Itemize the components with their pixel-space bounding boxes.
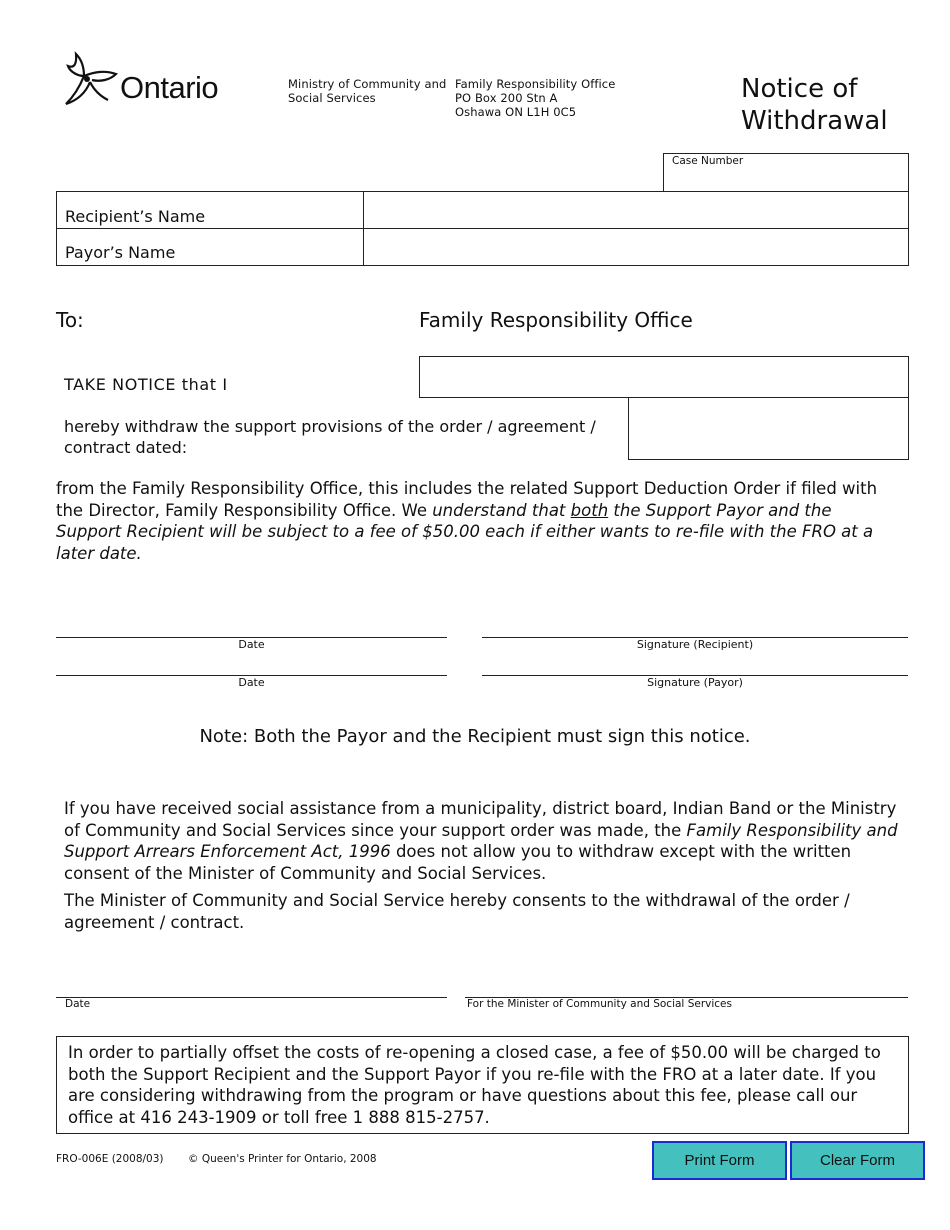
order-date-box bbox=[628, 397, 909, 460]
case-number-label: Case Number bbox=[672, 155, 744, 167]
minister-date-caption: Date bbox=[65, 998, 91, 1010]
take-notice-text: TAKE NOTICE that I bbox=[64, 375, 228, 394]
fee-notice-box bbox=[56, 1036, 909, 1134]
withdrawal-body: from the Family Responsibility Office, this includes the related Support Deduction Order if filed with the Director, Family Responsibility Office. We understand that both the Support Payor and the Support Recipient will be subject to a fee of $50.00 each if either wants to re-file with the FRO at a later date. bbox=[56, 479, 878, 563]
payor-name-input[interactable] bbox=[365, 230, 907, 264]
fee-notice-text: In order to partially offset the costs of re-opening a closed case, a fee of $50.00 will be charged to both the Support Recipient and the Support Payor if you re-file with the FRO at a later date. If you are considering withdrawing from the program or have questions about this fee, please call our office at 416 243-1909 or toll free 1 888 815-2757. bbox=[68, 1043, 881, 1127]
minister-consent-paragraph: The Minister of Community and Social Service hereby consents to the withdrawal of the order / agreement / contract. bbox=[64, 891, 850, 932]
date-caption-2: Date bbox=[238, 676, 265, 689]
declarant-name-box bbox=[419, 356, 909, 398]
form-title: Notice of Withdrawal bbox=[741, 74, 888, 136]
to-label: To: bbox=[56, 308, 84, 332]
names-table bbox=[56, 191, 909, 266]
logo-wordmark: Ontario bbox=[120, 70, 219, 105]
signing-note: Note: Both the Payor and the Recipient must sign this notice. bbox=[199, 726, 751, 747]
withdraw-text: hereby withdraw the support provisions of the order / agreement / contract dated: bbox=[64, 417, 596, 457]
payor-signature-caption: Signature (Payor) bbox=[647, 676, 743, 689]
recipient-name-input[interactable] bbox=[365, 193, 907, 227]
copyright: © Queen's Printer for Ontario, 2008 bbox=[188, 1153, 377, 1165]
assistance-paragraph: If you have received social assistance from a municipality, district board, Indian Band or the Ministry of Community and Social Services since your support order was made, the Family Responsibility and Support Arrears Enforcement Act, 1996 does not allow you to withdraw except with the written consent of the Minister of Community and Social Services. bbox=[64, 799, 898, 883]
case-number-box bbox=[663, 153, 909, 192]
ministry-name: Ministry of Community and Social Services bbox=[288, 77, 447, 105]
order-date-input[interactable] bbox=[629, 398, 908, 459]
date-caption-1: Date bbox=[238, 638, 265, 651]
recipient-signature-caption: Signature (Recipient) bbox=[636, 638, 754, 651]
clear-form-button[interactable]: Clear Form bbox=[790, 1141, 925, 1180]
trillium-icon bbox=[64, 50, 126, 108]
minister-signature-caption: For the Minister of Community and Social Services bbox=[467, 998, 732, 1010]
ontario-logo bbox=[64, 50, 234, 108]
recipient-name-label: Recipient’s Name bbox=[65, 207, 206, 226]
declarant-name-input[interactable] bbox=[420, 357, 908, 397]
office-address: Family Responsibility Office PO Box 200 Stn A Oshawa ON L1H 0C5 bbox=[455, 77, 616, 119]
form-code: FRO-006E (2008/03) bbox=[56, 1153, 164, 1165]
to-recipient: Family Responsibility Office bbox=[419, 308, 693, 332]
print-form-button[interactable]: Print Form bbox=[652, 1141, 787, 1180]
payor-name-label: Payor’s Name bbox=[65, 243, 176, 262]
minister-date-line[interactable] bbox=[56, 997, 447, 998]
case-number-input[interactable] bbox=[664, 166, 908, 191]
